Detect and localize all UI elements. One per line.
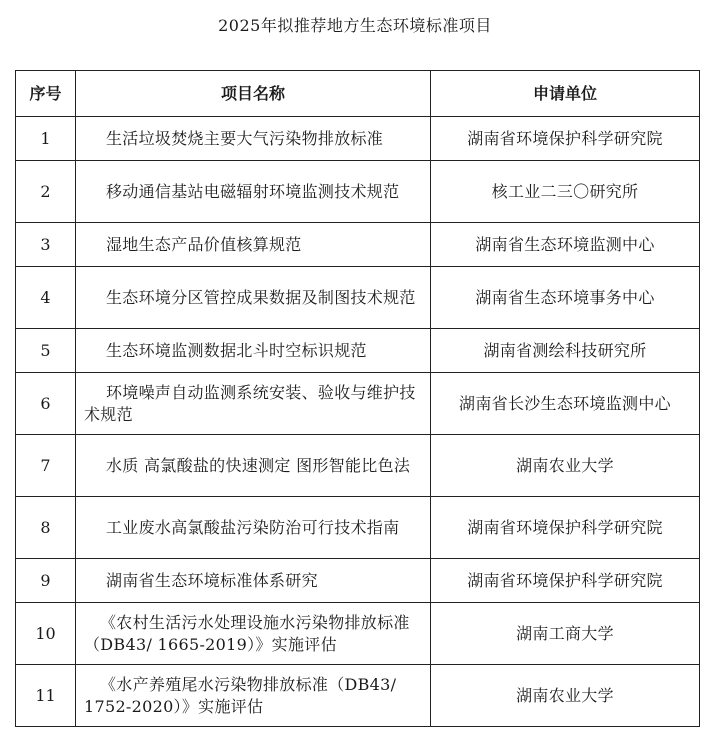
row-applicant-unit: 湖南工商大学 <box>431 603 700 665</box>
row-serial-number: 6 <box>16 373 76 435</box>
row-applicant-unit: 湖南省生态环境监测中心 <box>431 223 700 267</box>
table-row <box>16 559 700 603</box>
row-serial-number: 8 <box>16 497 76 559</box>
header-applicant-unit: 申请单位 <box>431 71 700 117</box>
row-serial-number: 4 <box>16 267 76 329</box>
table-row <box>16 267 700 329</box>
row-applicant-unit: 湖南省测绘科技研究所 <box>431 329 700 373</box>
row-project-name: 水质 高氯酸盐的快速测定 图形智能比色法 <box>76 435 431 497</box>
row-project-name: 生活垃圾焚烧主要大气污染物排放标准 <box>76 117 431 161</box>
row-applicant-unit: 湖南省环境保护科学研究院 <box>431 497 700 559</box>
table-row <box>16 497 700 559</box>
row-applicant-unit: 湖南农业大学 <box>431 665 700 727</box>
table-row <box>16 161 700 223</box>
row-serial-number: 5 <box>16 329 76 373</box>
row-project-name: 生态环境分区管控成果数据及制图技术规范 <box>76 267 431 329</box>
row-project-name: 环境噪声自动监测系统安装、验收与维护技术规范 <box>76 373 431 435</box>
row-project-name: 湖南省生态环境标准体系研究 <box>76 559 431 603</box>
table-row <box>16 223 700 267</box>
table-row <box>16 117 700 161</box>
row-applicant-unit: 湖南农业大学 <box>431 435 700 497</box>
row-serial-number: 11 <box>16 665 76 727</box>
header-serial-number: 序号 <box>16 71 76 117</box>
row-applicant-unit: 湖南省环境保护科学研究院 <box>431 117 700 161</box>
row-serial-number: 3 <box>16 223 76 267</box>
row-project-name: 《水产养殖尾水污染物排放标准（DB43/ 1752-2020）》实施评估 <box>76 665 431 727</box>
standards-table <box>15 70 700 727</box>
row-project-name: 移动通信基站电磁辐射环境监测技术规范 <box>76 161 431 223</box>
header-project-name: 项目名称 <box>76 71 431 117</box>
table-row <box>16 603 700 665</box>
table-row <box>16 435 700 497</box>
row-serial-number: 1 <box>16 117 76 161</box>
row-applicant-unit: 核工业二三〇研究所 <box>431 161 700 223</box>
page-title: 2025年拟推荐地方生态环境标准项目 <box>218 16 492 35</box>
row-applicant-unit: 湖南省长沙生态环境监测中心 <box>431 373 700 435</box>
table-header-row <box>16 71 700 117</box>
row-serial-number: 9 <box>16 559 76 603</box>
row-serial-number: 10 <box>16 603 76 665</box>
table-row <box>16 329 700 373</box>
row-applicant-unit: 湖南省环境保护科学研究院 <box>431 559 700 603</box>
row-project-name: 工业废水高氯酸盐污染防治可行技术指南 <box>76 497 431 559</box>
row-project-name: 《农村生活污水处理设施水污染物排放标准（DB43/ 1665-2019）》实施评估 <box>76 603 431 665</box>
table-row <box>16 665 700 727</box>
row-serial-number: 2 <box>16 161 76 223</box>
row-serial-number: 7 <box>16 435 76 497</box>
table-row <box>16 373 700 435</box>
row-project-name: 生态环境监测数据北斗时空标识规范 <box>76 329 431 373</box>
row-applicant-unit: 湖南省生态环境事务中心 <box>431 267 700 329</box>
row-project-name: 湿地生态产品价值核算规范 <box>76 223 431 267</box>
